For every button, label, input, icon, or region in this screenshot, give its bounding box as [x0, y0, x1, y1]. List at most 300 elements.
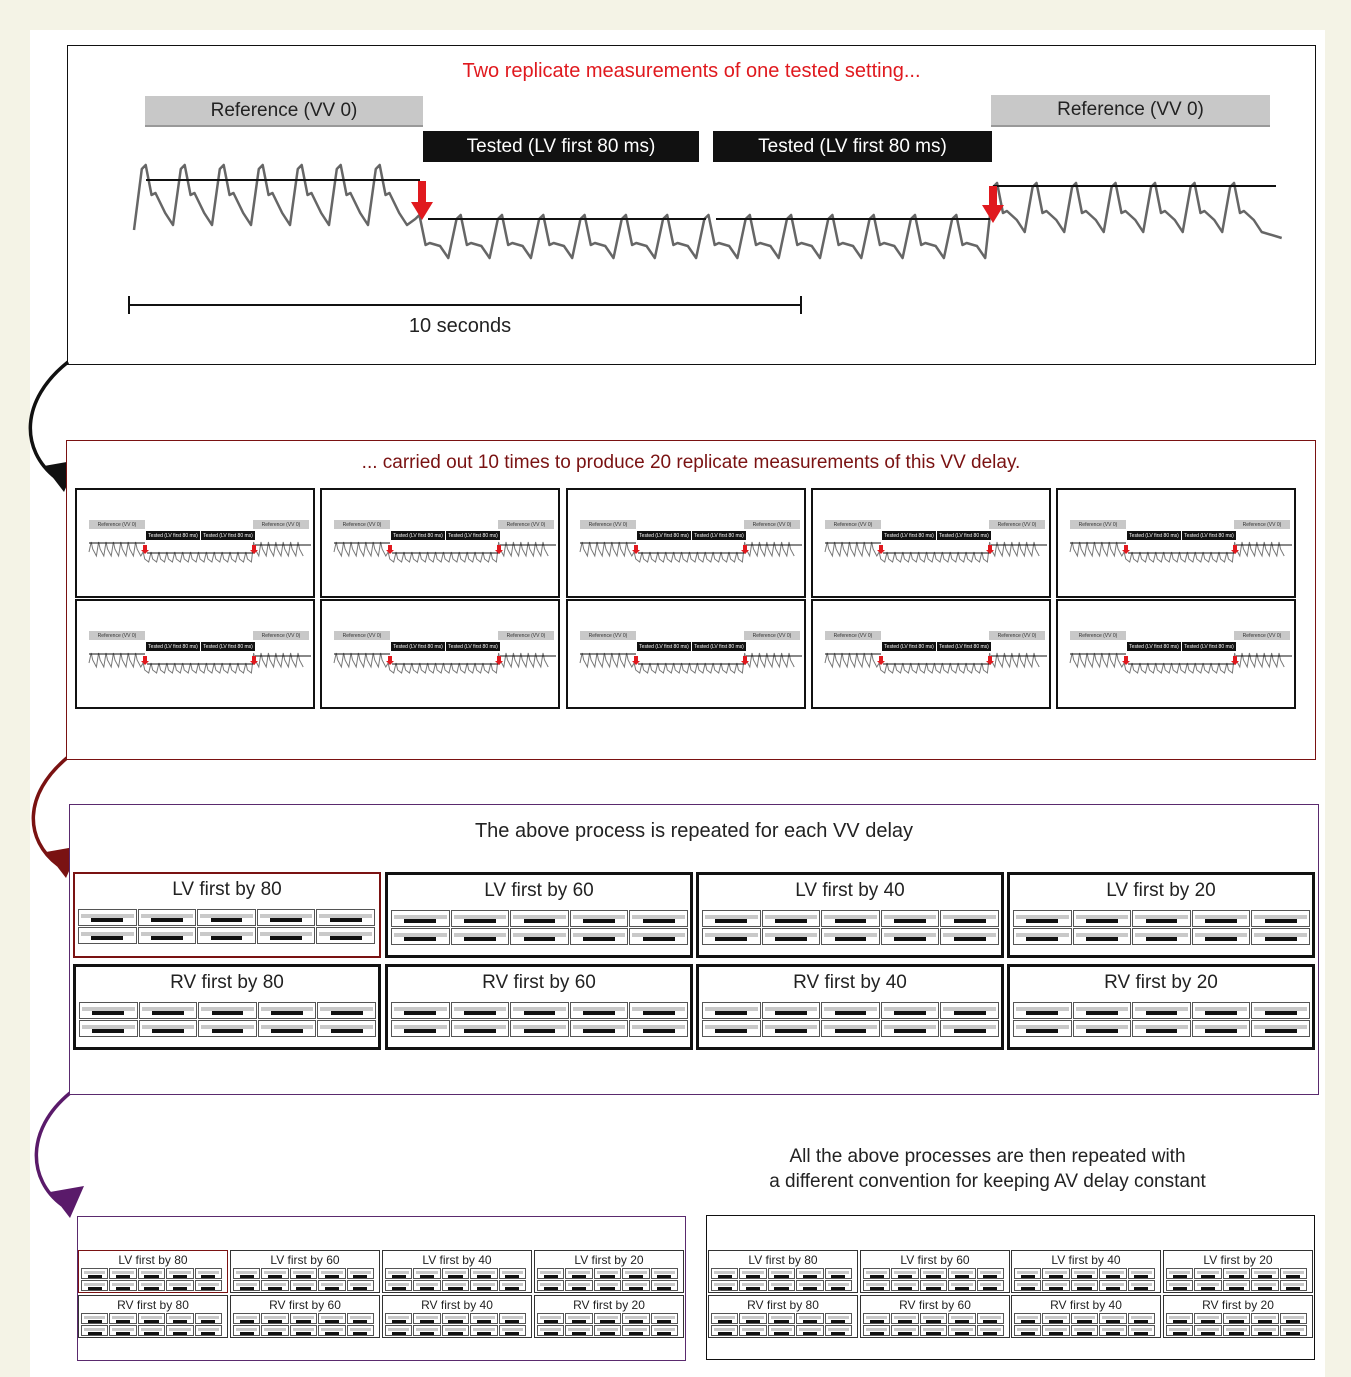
mini-tested-label: Tested (LV first 80 ms)	[637, 531, 691, 540]
replicate-cell	[318, 1325, 345, 1336]
tested-bar	[151, 918, 183, 922]
tested-bar	[448, 1287, 462, 1290]
mini-measurement	[811, 599, 1051, 709]
reference-bar	[473, 1283, 494, 1286]
replicate-cell	[796, 1280, 823, 1291]
replicate-cell	[629, 1002, 688, 1019]
vv-delay-group	[1011, 1295, 1161, 1338]
reference-bar	[264, 1328, 285, 1331]
reference-bar	[502, 1271, 523, 1274]
tested-bar	[151, 936, 183, 940]
tested-bar	[955, 1332, 969, 1335]
tested-bar	[1173, 1287, 1187, 1290]
replicate-cell	[81, 1313, 108, 1324]
replicate-cell	[891, 1313, 918, 1324]
tested-bar	[268, 1332, 282, 1335]
mini-tested-label: Tested (LV first 80 ms)	[882, 642, 936, 651]
tested-bar	[1049, 1332, 1063, 1335]
tested-bar	[926, 1332, 940, 1335]
mini-measurement	[566, 488, 806, 598]
replicate-cell	[1013, 910, 1072, 927]
reference-bar	[112, 1316, 133, 1319]
tested-bar	[954, 937, 986, 941]
tested-bar	[1286, 1287, 1300, 1290]
reference-bar	[771, 1271, 792, 1274]
reference-bar	[502, 1283, 523, 1286]
tested-bar	[894, 1011, 926, 1015]
tested-bar	[583, 937, 615, 941]
replicate-cell	[1042, 1268, 1069, 1279]
tested-bar	[1026, 1029, 1058, 1033]
reference-bar	[540, 1283, 561, 1286]
tested-bar	[296, 1332, 310, 1335]
reference-bar	[198, 1316, 219, 1319]
tested-bar	[1021, 1320, 1035, 1323]
reference-bar	[388, 1328, 409, 1331]
reference-bar	[321, 1283, 342, 1286]
replicate-cell	[1251, 1313, 1278, 1324]
tested-bar	[572, 1275, 586, 1278]
reference-bar	[866, 1283, 887, 1286]
tested-bar	[1258, 1320, 1272, 1323]
replicate-cell	[1132, 1020, 1191, 1037]
tested-bar	[1258, 1275, 1272, 1278]
tested-bar	[1086, 919, 1118, 923]
replicate-cell	[762, 1020, 821, 1037]
reference-bar	[293, 1271, 314, 1274]
replicate-cell	[347, 1268, 374, 1279]
tested-bar	[144, 1275, 158, 1278]
reference-bar	[866, 1316, 887, 1319]
vv-delay-group-title: RV first by 80	[117, 1298, 189, 1312]
replicate-cell	[109, 1268, 136, 1279]
reference-bar	[742, 1283, 763, 1286]
replicate-cell	[622, 1313, 649, 1324]
tested-bar	[88, 1320, 102, 1323]
tested-bar	[152, 1029, 184, 1033]
tested-bar	[657, 1332, 671, 1335]
tested-bar	[477, 1332, 491, 1335]
reference-bar	[473, 1328, 494, 1331]
reference-bar	[1017, 1283, 1038, 1286]
reference-bar	[980, 1316, 1001, 1319]
tested-bar	[420, 1320, 434, 1323]
replicate-cell	[711, 1313, 738, 1324]
replicate-cell	[881, 1020, 940, 1037]
mini-reference-label: Reference (VV 0)	[89, 631, 145, 640]
reference-bar	[1102, 1283, 1123, 1286]
tested-bar	[983, 1275, 997, 1278]
replicate-cell	[537, 1325, 564, 1336]
replicate-cell	[290, 1313, 317, 1324]
replicate-cell	[258, 1020, 317, 1037]
replicate-cell	[825, 1268, 852, 1279]
vv-delay-group-title: LV first by 40	[1051, 1253, 1121, 1267]
tested-bar	[1086, 1011, 1118, 1015]
reference-bar	[236, 1283, 257, 1286]
tested-bar	[477, 1287, 491, 1290]
tested-bar	[629, 1320, 643, 1323]
replicate-cell	[197, 909, 256, 926]
reference-bar	[445, 1271, 466, 1274]
tested-bar	[835, 1011, 867, 1015]
tested-bar	[600, 1320, 614, 1323]
tested-bar	[325, 1332, 339, 1335]
replicate-cell	[768, 1268, 795, 1279]
replicate-cell	[629, 928, 688, 945]
replicate-cell	[78, 927, 137, 944]
mini-trace	[568, 490, 806, 598]
reference-bar	[169, 1328, 190, 1331]
vv-delay-group-title: RV first by 20	[1104, 972, 1218, 993]
reference-bar	[714, 1283, 735, 1286]
vv-delay-group-title: LV first by 40	[795, 880, 905, 901]
tested-bar	[464, 919, 496, 923]
tested-bar	[404, 919, 436, 923]
mini-tested-label: Tested (LV first 80 ms)	[937, 642, 991, 651]
replicate-cell	[762, 1002, 821, 1019]
replicate-cell	[594, 1268, 621, 1279]
reference-bar	[625, 1328, 646, 1331]
tested-bar	[1049, 1275, 1063, 1278]
tested-bar	[718, 1332, 732, 1335]
tested-bar	[1134, 1287, 1148, 1290]
tested-bar	[572, 1320, 586, 1323]
reference-bar	[951, 1328, 972, 1331]
mini-tested-label: Tested (LV first 80 ms)	[692, 531, 746, 540]
tested-bar	[404, 1011, 436, 1015]
vv-delay-group	[382, 1295, 532, 1338]
replicate-cell	[316, 909, 375, 926]
tested-bar	[643, 937, 675, 941]
tested-bar	[1201, 1287, 1215, 1290]
tested-bar	[1077, 1287, 1091, 1290]
tested-bar	[1134, 1332, 1148, 1335]
mini-trace	[813, 490, 1051, 598]
replicate-cell	[510, 1020, 569, 1037]
vv-delay-group	[860, 1250, 1010, 1293]
replicate-cell	[198, 1002, 257, 1019]
mini-tested-label: Tested (LV first 80 ms)	[446, 642, 500, 651]
replicate-cell	[1099, 1313, 1126, 1324]
panel3-title: The above process is repeated for each VV delay	[474, 820, 914, 842]
vv-delay-group	[1011, 1250, 1161, 1293]
tested-bar	[464, 1011, 496, 1015]
reference-bar	[141, 1316, 162, 1319]
replicate-cell	[570, 1002, 629, 1019]
tested-bar	[835, 1029, 867, 1033]
replicate-cell	[195, 1268, 222, 1279]
reference-bar	[568, 1328, 589, 1331]
tested-bar	[1106, 1332, 1120, 1335]
tested-bar	[1258, 1332, 1272, 1335]
tested-bar	[330, 918, 362, 922]
vv-delay-group-title: RV first by 60	[269, 1298, 341, 1312]
replicate-cell	[451, 1020, 510, 1037]
reference-bar	[1226, 1328, 1247, 1331]
replicate-cell	[881, 928, 940, 945]
mini-tested-label: Tested (LV first 80 ms)	[146, 531, 200, 540]
vv-delay-group-title: LV first by 60	[484, 880, 594, 901]
tested-bar	[954, 1029, 986, 1033]
tested-bar	[448, 1275, 462, 1278]
tested-bar	[1026, 919, 1058, 923]
replicate-cell	[391, 1002, 450, 1019]
tested-bar	[657, 1287, 671, 1290]
replicate-cell	[1071, 1280, 1098, 1291]
tested-bar	[524, 1029, 556, 1033]
replicate-cell	[1099, 1325, 1126, 1336]
reference-bar	[714, 1316, 735, 1319]
replicate-cell	[762, 928, 821, 945]
reference-bar	[1197, 1328, 1218, 1331]
reference-bar	[771, 1328, 792, 1331]
replicate-cell	[470, 1280, 497, 1291]
replicate-cell	[977, 1280, 1004, 1291]
mini-reference-label: Reference (VV 0)	[1070, 520, 1126, 529]
replicate-cell	[138, 909, 197, 926]
mini-tested-label: Tested (LV first 80 ms)	[692, 642, 746, 651]
tested-bar	[268, 1320, 282, 1323]
replicate-cell	[622, 1268, 649, 1279]
reference-bar	[293, 1328, 314, 1331]
tested-bar	[505, 1332, 519, 1335]
tested-bar	[870, 1287, 884, 1290]
reference-bar	[1017, 1328, 1038, 1331]
reference-bar	[799, 1283, 820, 1286]
mini-trace	[322, 490, 560, 598]
mini-reference-label: Reference (VV 0)	[334, 631, 390, 640]
reference-bar	[84, 1316, 105, 1319]
replicate-cell	[863, 1268, 890, 1279]
replicate-cell	[796, 1313, 823, 1324]
tested-bar	[715, 1011, 747, 1015]
replicate-cell	[1251, 910, 1310, 927]
reference-bar	[1226, 1283, 1247, 1286]
replicate-cell	[891, 1280, 918, 1291]
replicate-cell	[139, 1020, 198, 1037]
mini-tested-label: Tested (LV first 80 ms)	[391, 531, 445, 540]
mini-reference-label: Reference (VV 0)	[989, 631, 1045, 640]
vv-delay-group-title: LV first by 20	[1106, 880, 1216, 901]
replicate-cell	[1099, 1268, 1126, 1279]
mini-reference-label: Reference (VV 0)	[89, 520, 145, 529]
mini-reference-label: Reference (VV 0)	[498, 631, 554, 640]
tested-bar	[983, 1287, 997, 1290]
vv-delay-group	[1163, 1295, 1313, 1338]
replicate-cell	[347, 1313, 374, 1324]
tested-bar	[331, 1029, 363, 1033]
replicate-cell	[825, 1325, 852, 1336]
mini-tested-label: Tested (LV first 80 ms)	[201, 642, 255, 651]
reference-bar	[350, 1283, 371, 1286]
tested-bar	[1077, 1332, 1091, 1335]
reference-bar	[445, 1316, 466, 1319]
reference-bar	[1254, 1271, 1275, 1274]
tested-bar	[898, 1320, 912, 1323]
tested-bar	[643, 919, 675, 923]
tested-bar	[831, 1275, 845, 1278]
replicate-cell	[1042, 1313, 1069, 1324]
reference-bar	[597, 1328, 618, 1331]
replicate-cell	[1192, 1020, 1251, 1037]
tested-bar	[926, 1320, 940, 1323]
vv-delay-group-title: LV first by 80	[748, 1253, 818, 1267]
tested-bar	[116, 1287, 130, 1290]
replicate-cell	[233, 1268, 260, 1279]
replicate-cell	[594, 1313, 621, 1324]
tested-label-2: Tested (LV first 80 ms)	[713, 131, 992, 162]
replicate-cell	[1128, 1280, 1155, 1291]
mini-tested-label: Tested (LV first 80 ms)	[882, 531, 936, 540]
replicate-cell	[1073, 1020, 1132, 1037]
tested-bar	[1021, 1287, 1035, 1290]
replicate-cell	[451, 1002, 510, 1019]
replicate-cell	[1014, 1313, 1041, 1324]
replicate-cell	[138, 1313, 165, 1324]
reference-label-left: Reference (VV 0)	[145, 96, 423, 127]
tested-bar	[240, 1320, 254, 1323]
vv-delay-group	[1163, 1250, 1313, 1293]
replicate-cell	[1280, 1280, 1307, 1291]
mini-measurement	[811, 488, 1051, 598]
tested-bar	[898, 1332, 912, 1335]
replicate-cell	[565, 1280, 592, 1291]
replicate-cell	[1132, 1002, 1191, 1019]
tested-bar	[954, 919, 986, 923]
replicate-cell	[138, 1325, 165, 1336]
replicate-cell	[385, 1313, 412, 1324]
reference-bar	[1074, 1283, 1095, 1286]
tested-bar	[629, 1287, 643, 1290]
replicate-cell	[1223, 1268, 1250, 1279]
replicate-cell	[1073, 928, 1132, 945]
replicate-cell	[768, 1313, 795, 1324]
tested-bar	[1258, 1287, 1272, 1290]
tested-bar	[88, 1275, 102, 1278]
reference-bar	[350, 1271, 371, 1274]
mini-reference-label: Reference (VV 0)	[744, 631, 800, 640]
reference-bar	[350, 1316, 371, 1319]
reference-bar	[198, 1283, 219, 1286]
vv-delay-group	[534, 1250, 684, 1293]
replicate-cell	[318, 1280, 345, 1291]
replicate-cell	[442, 1325, 469, 1336]
tested-bar	[870, 1320, 884, 1323]
replicate-cell	[233, 1313, 260, 1324]
tested-bar	[1146, 1029, 1178, 1033]
reference-bar	[445, 1328, 466, 1331]
reference-bar	[84, 1271, 105, 1274]
replicate-cell	[1194, 1313, 1221, 1324]
reference-bar	[473, 1271, 494, 1274]
tested-bar	[870, 1332, 884, 1335]
tested-bar	[1077, 1320, 1091, 1323]
reference-bar	[714, 1328, 735, 1331]
mini-trace	[322, 601, 560, 709]
mini-tested-label: Tested (LV first 80 ms)	[1182, 642, 1236, 651]
tested-bar	[505, 1287, 519, 1290]
tested-bar	[325, 1320, 339, 1323]
replicate-cell	[385, 1268, 412, 1279]
replicate-cell	[318, 1268, 345, 1279]
tested-bar	[524, 919, 556, 923]
tested-bar	[505, 1320, 519, 1323]
mini-tested-label: Tested (LV first 80 ms)	[391, 642, 445, 651]
tested-bar	[629, 1275, 643, 1278]
replicate-cell	[442, 1280, 469, 1291]
tested-bar	[201, 1332, 215, 1335]
tested-bar	[746, 1275, 760, 1278]
tested-bar	[448, 1332, 462, 1335]
replicate-cell	[1042, 1280, 1069, 1291]
tested-bar	[583, 919, 615, 923]
tested-bar	[1026, 1011, 1058, 1015]
tested-bar	[152, 1011, 184, 1015]
replicate-cell	[1014, 1325, 1041, 1336]
replicate-cell	[1073, 1002, 1132, 1019]
tested-bar	[894, 1029, 926, 1033]
tested-bar	[1205, 919, 1237, 923]
tested-bar	[1146, 1011, 1178, 1015]
replicate-cell	[233, 1280, 260, 1291]
vv-delay-group-title: LV first by 60	[270, 1253, 340, 1267]
replicate-cell	[78, 909, 137, 926]
mini-tested-label: Tested (LV first 80 ms)	[201, 531, 255, 540]
replicate-cell	[1223, 1280, 1250, 1291]
mini-measurement	[320, 488, 560, 598]
replicate-cell	[891, 1325, 918, 1336]
reference-bar	[654, 1328, 675, 1331]
tested-bar	[464, 937, 496, 941]
tested-bar	[572, 1287, 586, 1290]
replicate-cell	[413, 1268, 440, 1279]
replicate-cell	[258, 1002, 317, 1019]
replicate-cell	[1073, 910, 1132, 927]
reference-bar	[625, 1283, 646, 1286]
reference-bar	[169, 1271, 190, 1274]
tested-bar	[173, 1287, 187, 1290]
tested-bar	[173, 1332, 187, 1335]
replicate-cell	[940, 1002, 999, 1019]
tested-bar	[201, 1287, 215, 1290]
reference-bar	[742, 1316, 763, 1319]
replicate-cell	[1251, 1268, 1278, 1279]
reference-bar	[1226, 1316, 1247, 1319]
vv-delay-group-title: RV first by 20	[573, 1298, 645, 1312]
tested-bar	[505, 1275, 519, 1278]
tested-bar	[240, 1332, 254, 1335]
tested-bar	[775, 1029, 807, 1033]
replicate-cell	[1251, 1325, 1278, 1336]
replicate-cell	[413, 1280, 440, 1291]
tested-bar	[600, 1287, 614, 1290]
tested-bar	[353, 1332, 367, 1335]
replicate-cell	[651, 1268, 678, 1279]
replicate-cell	[442, 1268, 469, 1279]
replicate-cell	[762, 910, 821, 927]
mini-tested-label: Tested (LV first 80 ms)	[1182, 531, 1236, 540]
tested-bar	[1049, 1320, 1063, 1323]
replicate-cell	[318, 1313, 345, 1324]
tested-bar	[271, 1029, 303, 1033]
vv-delay-group	[385, 964, 693, 1050]
tested-bar	[774, 1332, 788, 1335]
tested-bar	[544, 1287, 558, 1290]
tested-bar	[524, 1011, 556, 1015]
vv-delay-group	[708, 1295, 858, 1338]
mini-measurement	[566, 599, 806, 709]
